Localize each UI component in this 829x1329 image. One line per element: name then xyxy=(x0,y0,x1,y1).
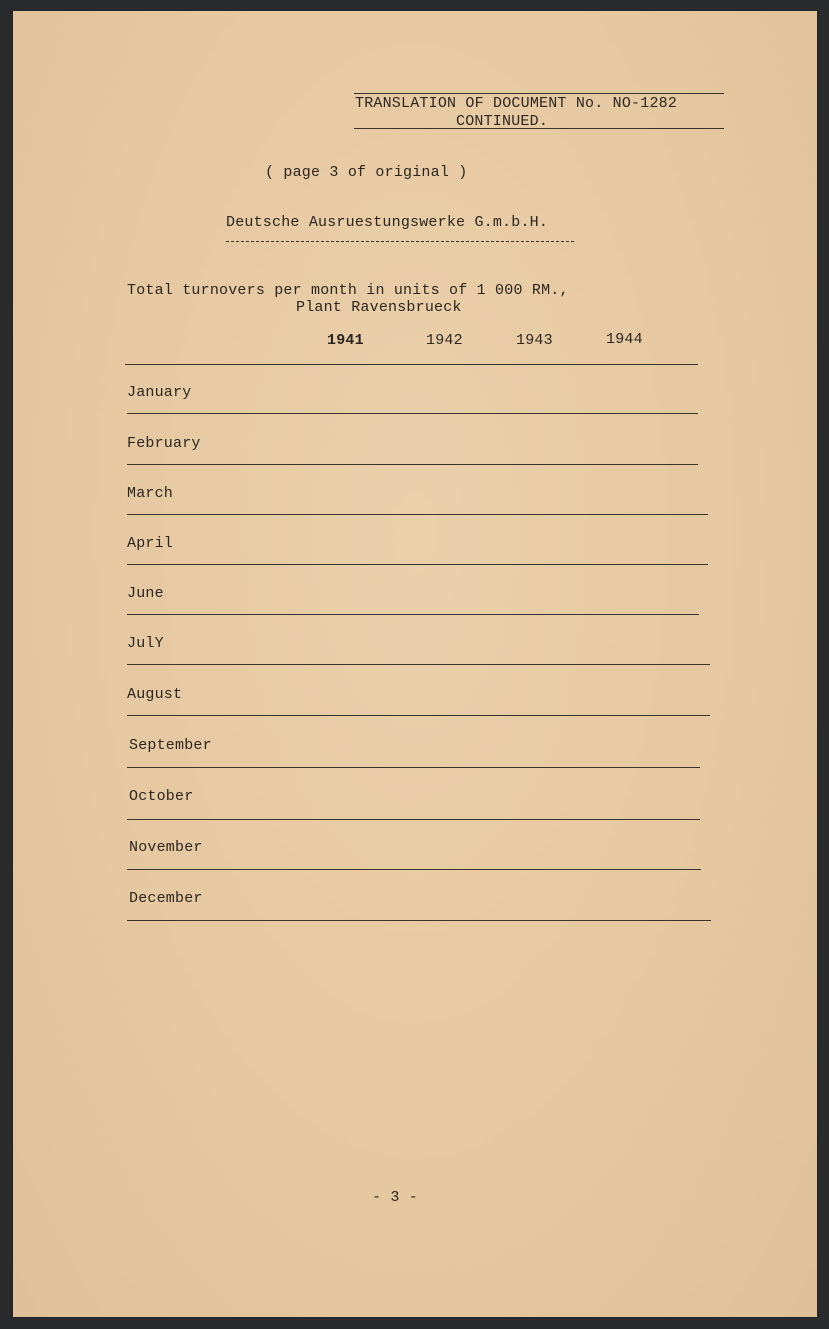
header-bottom-rule xyxy=(354,128,724,129)
page-number: - 3 - xyxy=(372,1189,419,1206)
row-rule xyxy=(127,514,708,515)
table-row: JulY xyxy=(127,635,164,652)
company-underline xyxy=(226,241,574,242)
row-rule xyxy=(127,614,699,615)
year-1941: 1941 xyxy=(327,332,364,349)
year-1943: 1943 xyxy=(516,332,553,349)
table-row: March xyxy=(127,485,174,502)
table-row: June xyxy=(127,585,164,602)
table-row: January xyxy=(127,384,192,401)
page-reference: ( page 3 of original ) xyxy=(265,164,468,181)
row-rule xyxy=(127,767,700,768)
year-1942: 1942 xyxy=(426,332,463,349)
row-rule xyxy=(127,869,701,870)
header-title: TRANSLATION OF DOCUMENT No. NO-1282 xyxy=(355,95,678,112)
table-row: September xyxy=(129,737,212,754)
table-row: February xyxy=(127,435,201,452)
row-rule xyxy=(127,920,711,921)
year-1944: 1944 xyxy=(606,331,643,348)
row-rule xyxy=(127,464,698,465)
table-row: November xyxy=(129,839,203,856)
row-rule xyxy=(127,564,708,565)
table-row: October xyxy=(129,788,194,805)
row-rule xyxy=(127,819,700,820)
table-row: April xyxy=(127,535,174,552)
table-row: August xyxy=(127,686,183,703)
row-rule xyxy=(127,715,710,716)
row-rule xyxy=(127,413,698,414)
table-row: December xyxy=(129,890,203,907)
table-header-rule xyxy=(125,364,698,365)
company-name: Deutsche Ausruestungswerke G.m.b.H. xyxy=(226,214,549,231)
caption-line-2: Plant Ravensbrueck xyxy=(296,299,462,316)
row-rule xyxy=(127,664,710,665)
header-top-rule xyxy=(354,93,724,94)
caption-line-1: Total turnovers per month in units of 1 000 RM., xyxy=(127,282,569,299)
header-continued: CONTINUED. xyxy=(456,113,549,130)
